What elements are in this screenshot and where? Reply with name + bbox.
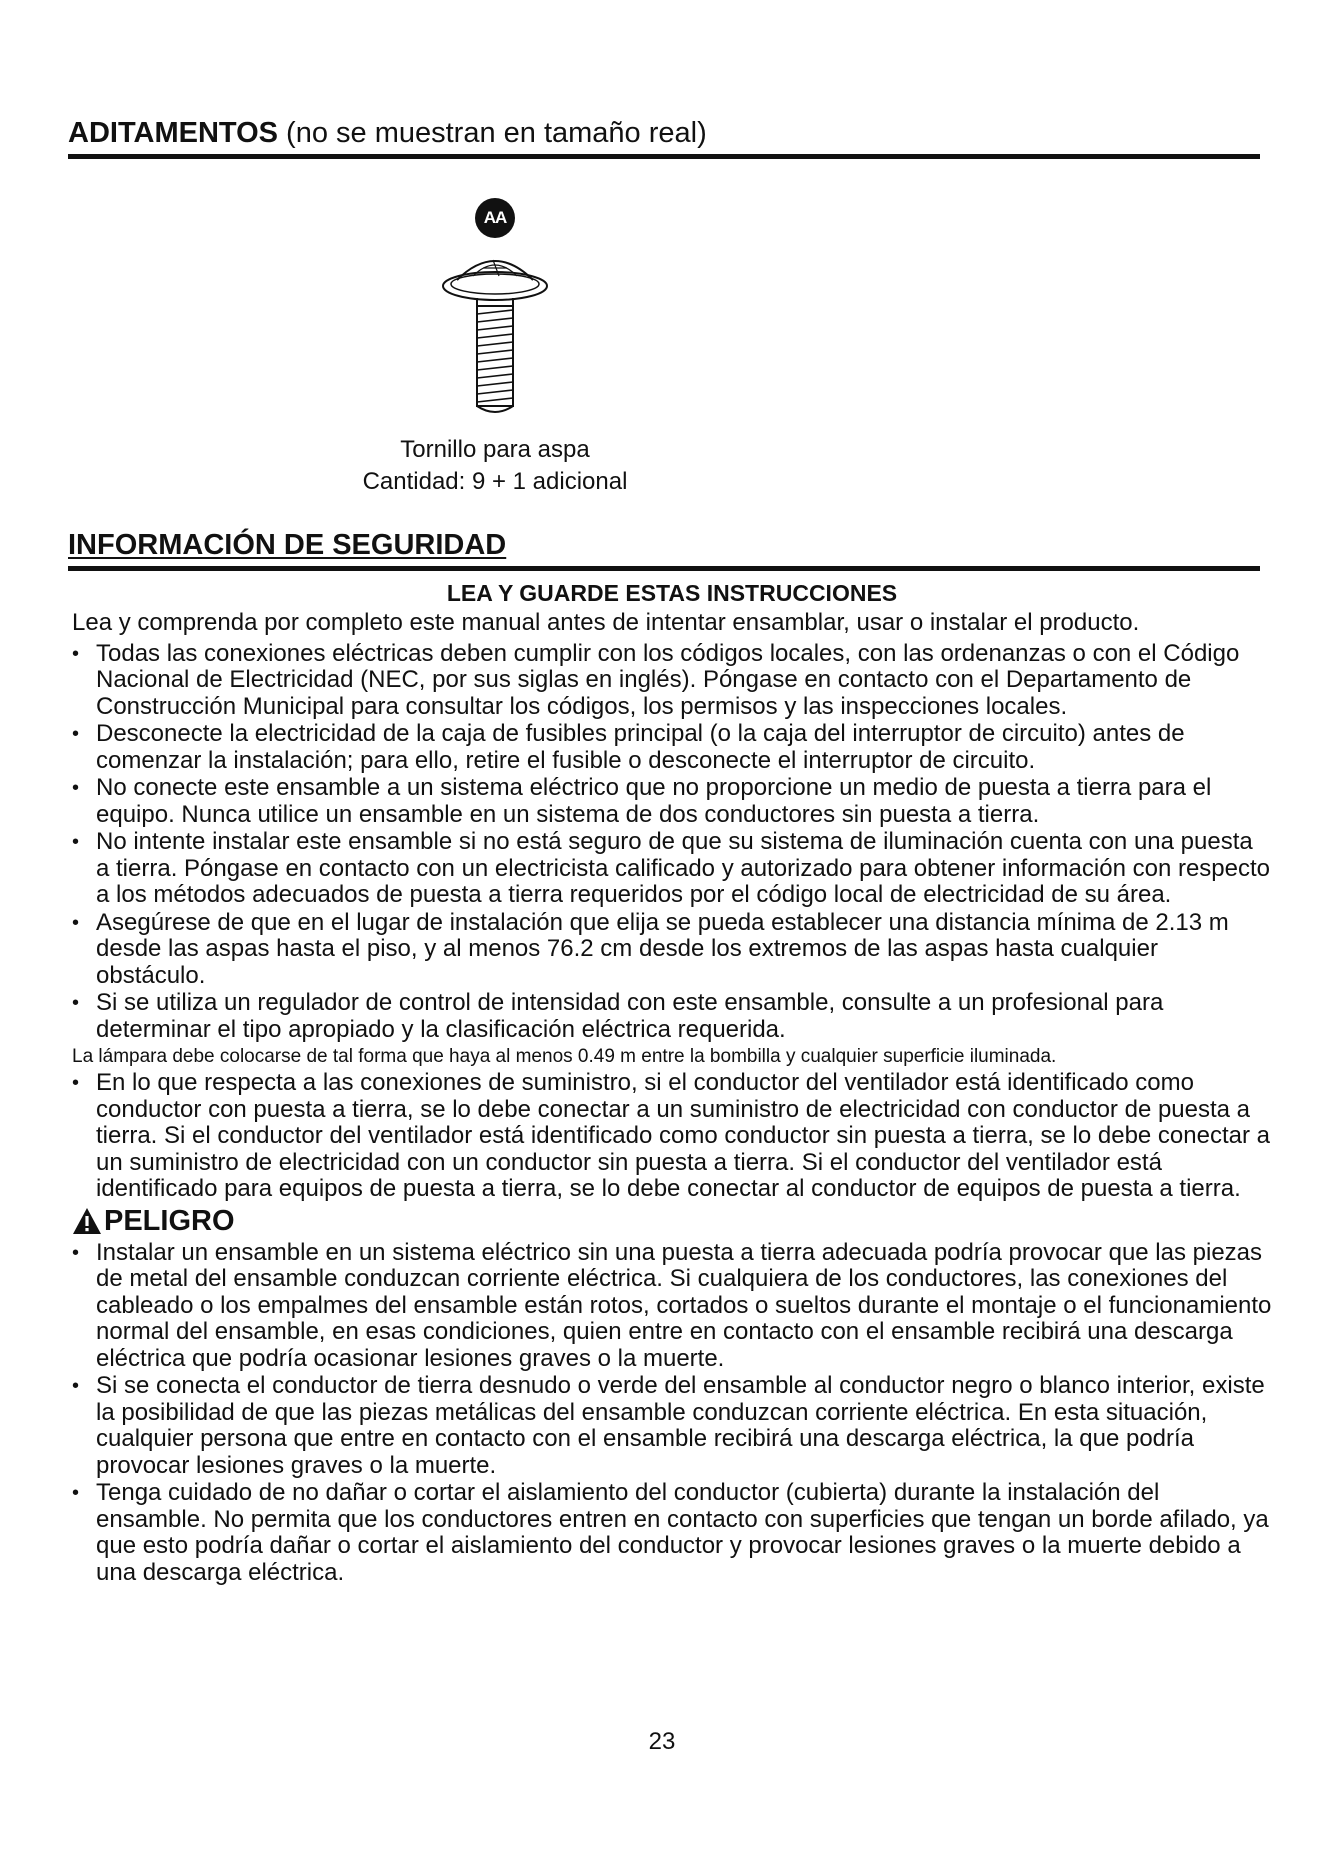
safety-intro: Lea y comprenda por completo este manual antes de intentar ensamblar, usar o instalar el producto. (72, 609, 1140, 636)
page-number: 23 (648, 1728, 676, 1755)
list-item: • No intente instalar este ensamble si no está seguro de que su sistema de iluminación cuenta con una puesta a tierra. Póngase en contacto con un electricista calificado y autorizado para obtener información con respecto a los métodos adecuados de puesta a tierra requeridos por el código local de electricidad de su área. (72, 829, 1272, 909)
part-quantity: Cantidad: 9 + 1 adicional (362, 468, 628, 495)
part-name: Tornillo para aspa (400, 436, 590, 463)
screw-icon (433, 246, 563, 426)
safety-bullet-list (72, 641, 1272, 1044)
list-item: • Si se utiliza un regulador de control de intensidad con este ensamble, consulte a un profesional para determinar el tipo apropiado y la clasificación eléctrica requerida. (72, 990, 1272, 1043)
hardware-section-header (68, 116, 1260, 159)
list-item: • Desconecte la electricidad de la caja de fusibles principal (o la caja del interruptor de circuito) antes de comenzar la instalación; para ello, retire el fusible o desconecte el interruptor de circuito. (72, 721, 1272, 774)
list-item: • No conecte este ensamble a un sistema eléctrico que no proporcione un medio de puesta a tierra para el equipo. Nunca utilice un ensamble en un sistema de dos conductores sin puesta a tierra. (72, 775, 1272, 828)
warning-icon (72, 1207, 102, 1235)
safety-section-title: INFORMACIÓN DE SEGURIDAD (68, 529, 507, 561)
danger-heading (72, 1205, 1272, 1237)
safety-bullet-list-continued (72, 1070, 1272, 1203)
list-item: • Si se conecta el conductor de tierra desnudo o verde del ensamble al conductor negro o blanco interior, existe la posibilidad de que las piezas metálicas del ensamble conduzcan corriente eléctrica. En esta situación, cualquier persona que entre en contacto con el ensamble recibirá una descarga eléctrica, la que podría provocar lesiones graves o la muerte. (72, 1373, 1272, 1479)
list-item: • Todas las conexiones eléctricas deben cumplir con los códigos locales, con las ordenanzas o con el Código Nacional de Electricidad (NEC, por sus siglas en inglés). Póngase en contacto con el Departamento de Construcción Municipal para consultar los códigos, los permisos y las inspecciones locales. (72, 641, 1272, 721)
hardware-section-title: ADITAMENTOS (68, 117, 278, 149)
danger-bullet-list (72, 1240, 1272, 1587)
list-item: • En lo que respecta a las conexiones de suministro, si el conductor del ventilador está identificado como conductor con puesta a tierra, se lo debe conectar a un suministro de electricidad con conductor de puesta a tierra. Si el conductor del ventilador está identificado como conductor sin puesta a tierra, se lo debe conectar a un suministro de electricidad con un conductor sin puesta a tierra. Si el conductor del ventilador está identificado para equipos de puesta a tierra, se lo debe conectar al conductor de equipos de puesta a tierra. (72, 1070, 1272, 1203)
safety-subtitle: LEA Y GUARDE ESTAS INSTRUCCIONES (446, 580, 898, 606)
lamp-distance-note: La lámpara debe colocarse de tal forma que haya al menos 0.49 m entre la bombilla y cualquier superficie iluminada. (72, 1046, 1057, 1067)
hardware-section-note: (no se muestran en tamaño real) (286, 117, 707, 149)
safety-section-header (68, 528, 1260, 571)
list-item: • Asegúrese de que en el lugar de instalación que elija se pueda establecer una distancia mínima de 2.13 m desde las aspas hasta el piso, y al menos 76.2 cm desde los extremos de las aspas hasta cualquier obstáculo. (72, 910, 1272, 990)
part-badge: AA (475, 198, 515, 238)
safety-section-body (72, 578, 1272, 1587)
danger-title: PELIGRO (104, 1204, 235, 1237)
list-item: • Instalar un ensamble en un sistema eléctrico sin una puesta a tierra adecuada podría provocar que las piezas de metal del ensamble conduzcan corriente eléctrica. Si cualquiera de los conductores, las conexiones del cableado o los empalmes del ensamble están rotos, cortados o sueltos durante el montaje o el funcionamiento normal del ensamble, en esas condiciones, quien entre en contacto con el ensamble recibirá una descarga eléctrica que podría ocasionar lesiones graves o la muerte. (72, 1240, 1272, 1373)
list-item: • Tenga cuidado de no dañar o cortar el aislamiento del conductor (cubierta) durante la instalación del ensamble. No permita que los conductores entren en contacto con superficies que tengan un borde afilado, ya que esto podría dañar o cortar el aislamiento del conductor y provocar lesiones graves o la muerte debido a una descarga eléctrica. (72, 1480, 1272, 1586)
